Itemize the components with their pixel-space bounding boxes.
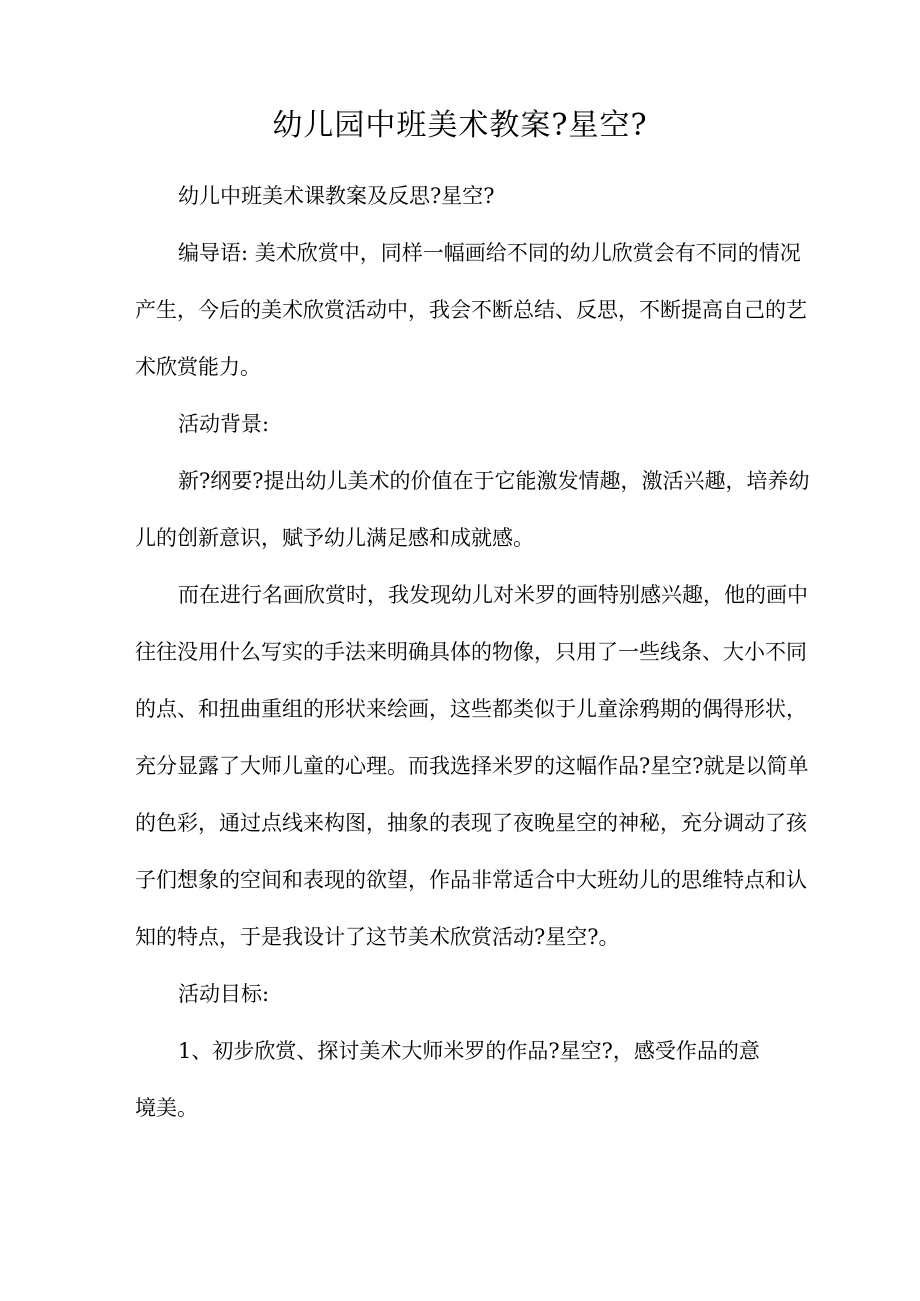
list-item-line: 1、初步欣赏、探讨美术大师米罗的作品?星空?，感受作品的意 bbox=[178, 1039, 760, 1063]
paragraph-line: 术欣赏能力。 bbox=[135, 355, 261, 379]
paragraph-line: 编导语: 美术欣赏中，同样一幅画给不同的幼儿欣赏会有不同的情况 bbox=[178, 241, 801, 265]
paragraph-line: 的点、和扭曲重组的形状来绘画，这些都类似于儿童涂鸦期的偶得形状， bbox=[135, 697, 807, 721]
list-item-line: 境美。 bbox=[135, 1096, 198, 1120]
paragraph-line: 而在进行名画欣赏时，我发现幼儿对米罗的画特别感兴趣，他的画中 bbox=[178, 583, 808, 607]
paragraph-line: 充分显露了大师儿童的心理。而我选择米罗的这幅作品?星空?就是以简单 bbox=[135, 754, 809, 778]
paragraph-line: 的色彩，通过点线来构图，抽象的表现了夜晚星空的神秘，充分调动了孩 bbox=[135, 811, 807, 835]
subtitle-line: 幼儿中班美术课教案及反思?星空? bbox=[178, 184, 495, 208]
paragraph-line: 产生，今后的美术欣赏活动中，我会不断总结、反思，不断提高自己的艺 bbox=[135, 298, 807, 322]
paragraph-line: 往往没用什么写实的手法来明确具体的物像，只用了一些线条、大小不同 bbox=[135, 640, 807, 664]
section-heading: 活动目标: bbox=[178, 982, 270, 1006]
paragraph-line: 儿的创新意识，赋予幼儿满足感和成就感。 bbox=[135, 526, 534, 550]
paragraph-line: 知的特点，于是我设计了这节美术欣赏活动?星空?。 bbox=[135, 925, 620, 949]
section-heading: 活动背景: bbox=[178, 412, 270, 436]
paragraph-line: 新?纲要?提出幼儿美术的价值在于它能激发情趣，激活兴趣，培养幼 bbox=[178, 469, 810, 493]
document-title: 幼儿园中班美术教案?星空? bbox=[272, 108, 648, 143]
paragraph-line: 子们想象的空间和表现的欲望，作品非常适合中大班幼儿的思维特点和认 bbox=[135, 868, 807, 892]
